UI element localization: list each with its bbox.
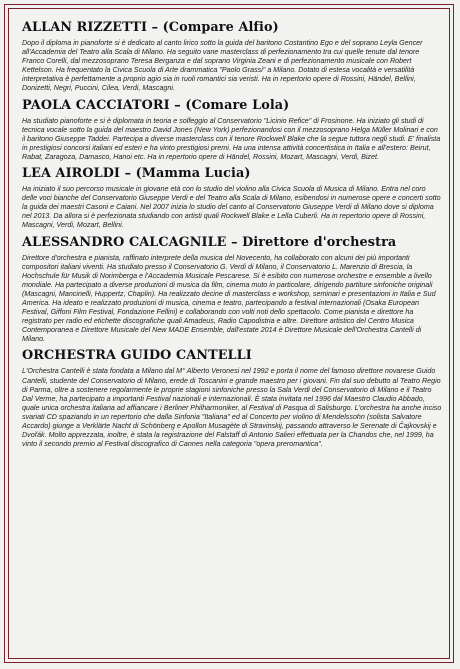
section-paola-cacciatori <box>22 98 442 162</box>
section-orchestra-cantelli <box>22 348 442 449</box>
section-allan-rizzetti <box>22 20 442 94</box>
section-body: Dopo il diploma in pianoforte si è dedicato al canto lirico sotto la guida del baritono Costantino Ego e del soprano Leyla Gencer all'Accademia del Teatro alla Scala di Milano. Ha seguito vane masterclass di perfezionamento tra cui quelle tenute dal tenore Franco Corelli, dal mezzosoprano Teresa Berganza e dal soprano Virginia Zeani e di perfezionamento musicale con Robert Kettelson. Ha frequentato la Civica Scuola di Arte drammatica "Paolo Grassi" a Milano. Dotato di estesa vocalità e versatilità interpretativa è perfettamente a proprio agio sia in ruoli romantici sia veristi. Ha in repertorio opere di Rossini, Händel, Bellini, Donizetti, Negri, Puccini, Cilea, Verdi, Mascagni. <box>22 39 423 93</box>
section-body: Ha studiato pianoforte e si è diplomata in teoria e solfeggio al Conservatorio "Licinio Refice" di Frosinone. Ha iniziato gli studi di tecnica vocale sotto la guida del maestro David Jones (New York) perfezionandosi con il mezzosoprano Helga Müller Molinari e con il baritono Giuseppe Taddei. Partecipa a diverse masterclass con il tenore Rockwell Blake che la segue tuttora negli studi. E' finalista in prestigiosi concorsi italiani ed esteri e ha vinto prestigiosi premi. Ha una intensa attività concertistica in Italia e all'estero: Beirut, Rabat, Zaragoza, Damasco, Hanoi etc. Ha in repertorio opere di Händel, Rossini, Mozart, Mascagni, Verdi, Bizet. <box>22 116 441 161</box>
section-heading: ALESSANDRO CALCAGNILE – Direttore d'orchestra <box>22 234 397 250</box>
section-heading: ORCHESTRA GUIDO CANTELLI <box>22 348 252 364</box>
section-body: Ha iniziato il suo percorso musicale in giovane età con lo studio del violino alla Civica Scuola di Musica di Milano. Entra nel coro delle voci bianche del Conservatorio Giuseppe Verdi e del Teatro alla Scala di Milano, esibendosi in numerose opere e concerti sotto la guida dei maestri Casoni e Caiani. Nel 2007 inizia lo studio del canto al Conservatorio Giuseppe Verdi di Milano dove si diploma nel 2013. Da allora si è perfezionata studiando con artisti quali Rockwell Blake e Lella Cuberli. Ha in repertorio opere di Rossini, Mascagni, Verdi, Mozart, Bellini. <box>22 185 441 230</box>
section-alessandro-calcagnile <box>22 235 442 345</box>
section-heading: LEA AIROLDI – (Mamma Lucia) <box>22 166 251 182</box>
section-body: Direttore d'orchestra e pianista, raffinato interprete della musica del Novecento, ha collaborato con alcuni dei più importanti compositori italiani viventi. Ha studiato presso il Conservatorio G. Verdi di Milano, il Conservatorio L. Marenzio di Brescia, la Hochschule für Musik di Norimberga e l'Accademia Musicale Pescarese. Si è esibito con numerose orchestre e ensemble a livello mondiale. Ha partecipato a diverse produzioni di musica da film, cinema muto in particolare, dirigendo partiture sinfoniche originali (Mascagni, Mancinelli, Huppertz, Chaplin). Ha realizzato decine di masterclass e workshop, seminari e presentazioni in Italia e Sud America. Ha ideato e realizzato produzioni di musica, cinema e teatro, partecipando a festival internazionali (Osaka European Festival, Giffoni Film Festival, Fondazione Fellini) e collaborando con volti noti dello spettacolo. Come pianista e direttore ha registrato per radio ed etichette discografiche quali Amadeus, Radio Capodistria e altre. Direttore artistico del Centro Musica Contemporanea e Direttore Musicale del New MADE Ensemble, dall'estate 2014 è Direttore Musicale dell'Orchestra Cantelli di Milano. <box>22 253 436 344</box>
section-body: L'Orchestra Cantelli è stata fondata a Milano dal M° Alberto Veronesi nel 1992 e porta il nome del famoso direttore novarese Guido Cantelli, studente del Conservatorio di Milano, erede di Toscanini e grande maestro per i giovani. Fin dal suo debutto al Teatro Regio di Parma, oltre a sostenere regolarmente le proprie stagioni sinfoniche presso la Sala Verdi del Conservatorio di Milano e il Teatro Dal Verme, ha partecipato a importanti Festival nazionali e internazionali. È stata invitata nel 1996 dal Maestro Claudio Abbado, quale unica orchestra italiana ad affiancare i Berliner Philharmoniker, al Festival di Pasqua di Salisburgo. L'orchestra ha anche inciso svariati CD spaziando in un repertorio che dalla Sinfonia "Italiana" ed al Concerto per violino di Mendelssohn (solista Salvatore Accardo) giunge a Verklärte Nacht di Schönberg e Apollon Musagète di Stravinskij, passando attraverso le Serenate di Čajkovskij e Dvořák. Molto apprezzata, inoltre, è stata la registrazione del Falstaff di Antonio Salieri effettuata per la Chandos che, nel 1999, ha vinto il secondo premio al Festival discografico di Cannes nella categoria "opera preromantica". <box>22 367 442 449</box>
section-heading: ALLAN RIZZETTI – (Compare Alfio) <box>22 20 279 35</box>
section-heading: PAOLA CACCIATORI – (Comare Lola) <box>22 97 290 113</box>
section-lea-airoldi <box>22 166 442 230</box>
page-content <box>22 20 442 453</box>
